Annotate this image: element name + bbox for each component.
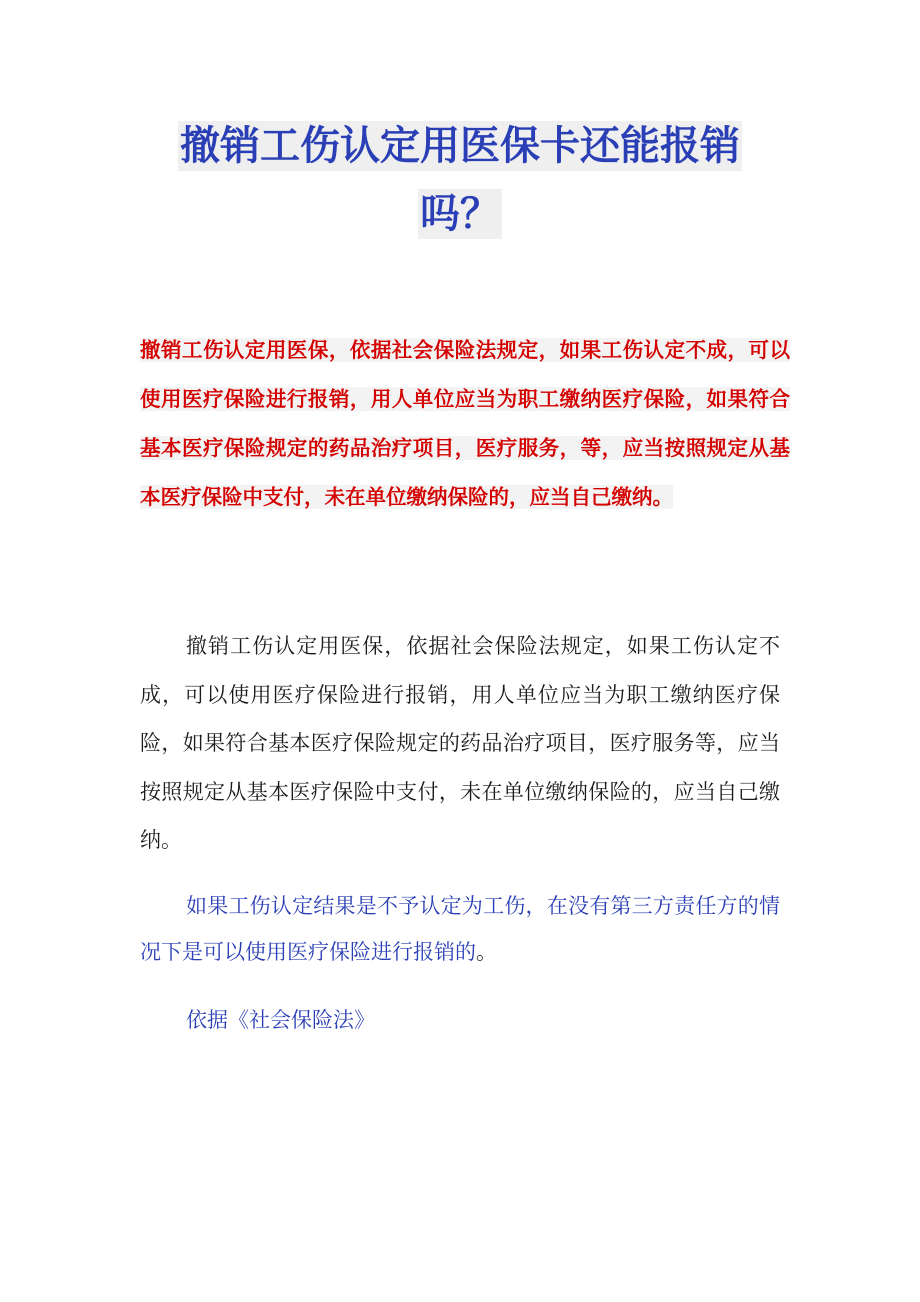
legal-basis: 依据《社会保险法》 xyxy=(186,1008,375,1032)
highlight-paragraph-text: 如果工伤认定结果是不予认定为工伤，在没有第三方责任方的情况下是可以使用医疗保险进行报销的 xyxy=(140,894,780,964)
document-title-text: 撤销工伤认定用医保卡还能报销吗？ xyxy=(180,123,740,237)
body-paragraph: 撤销工伤认定用医保，依据社会保险法规定，如果工伤认定不成，可以使用医疗保险进行报销，用人单位应当为职工缴纳医疗保险，如果符合基本医疗保险规定的药品治疗项目，医疗服务等，应当按照规定从基本医疗保险中支付，未在单位缴纳保险的，应当自己缴纳。 xyxy=(140,634,780,852)
document-title xyxy=(140,112,780,248)
highlight-paragraph xyxy=(140,883,780,975)
summary-paragraph xyxy=(140,326,790,522)
highlight-paragraph-end: 。 xyxy=(476,940,497,964)
summary-text: 撤销工伤认定用医保，依据社会保险法规定，如果工伤认定不成，可以使用医疗保险进行报销，用人单位应当为职工缴纳医疗保险，如果符合基本医疗保险规定的药品治疗项目，医疗服务，等，应当按照规定从基本医疗保险中支付，未在单位缴纳保险的，应当自己缴纳。 xyxy=(140,338,790,509)
